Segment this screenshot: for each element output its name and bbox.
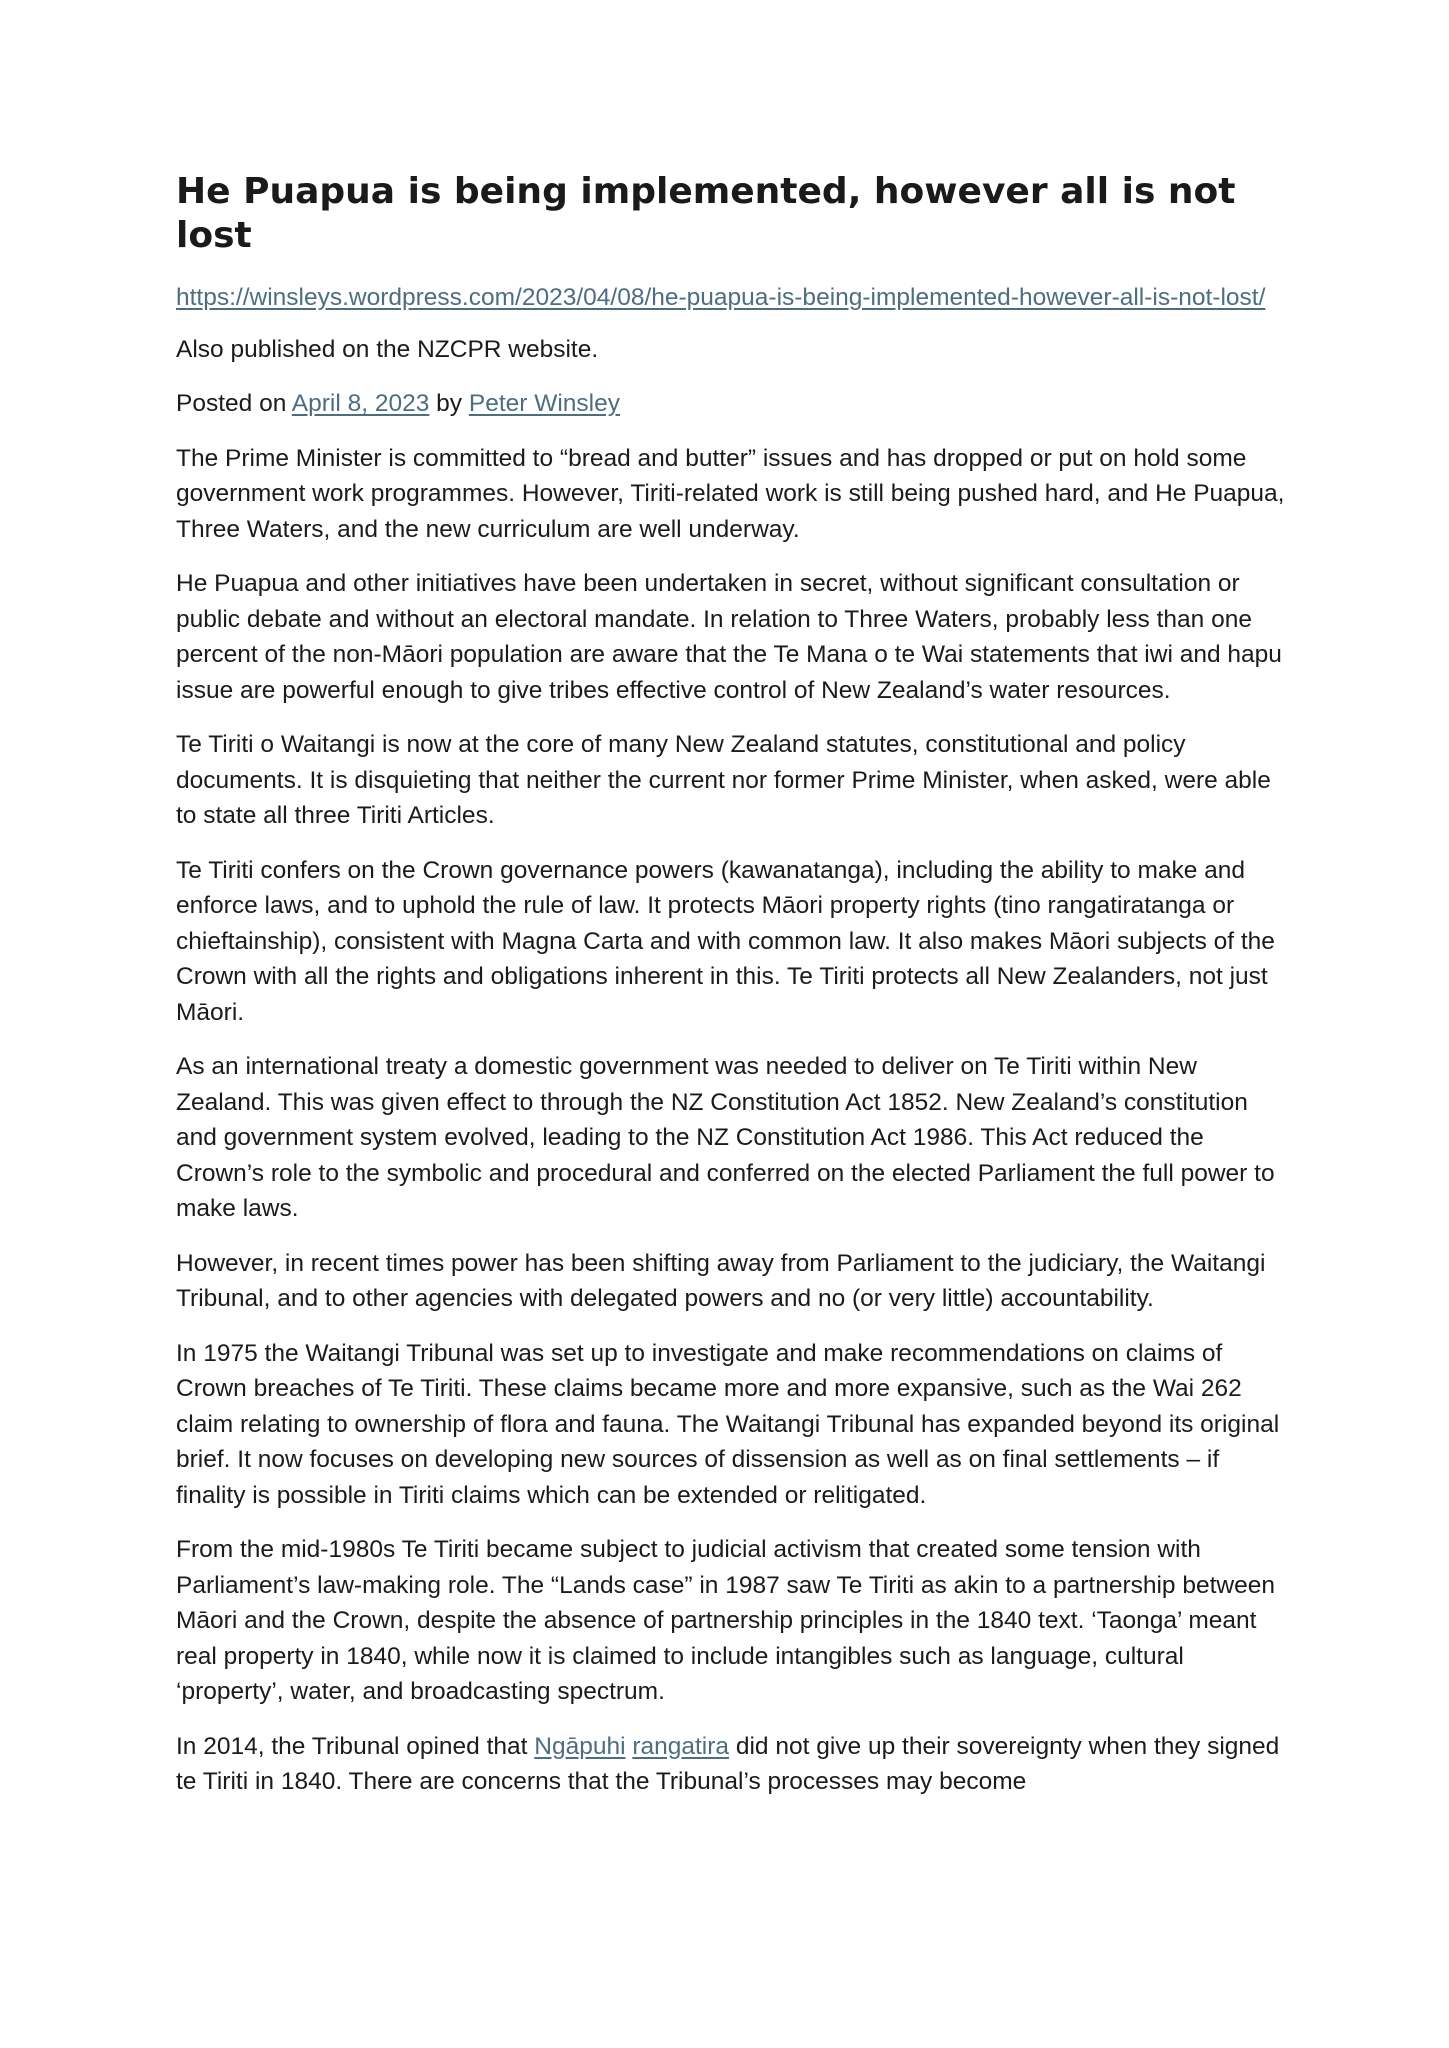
last-paragraph-prefix: In 2014, the Tribunal opined that [176, 1732, 535, 1760]
body-paragraph: From the mid-1980s Te Tiriti became subject to judicial activism that created some tension with Parliament’s law-making role. The “Lands case” in 1987 saw Te Tiriti as akin to a partnership between Māori and the Crown, despite the absence of partnership principles in the 1840 text. ‘Taonga’ meant real property in 1840, while now it is claimed to include intangibles such as language, cultural ‘property’, water, and broadcasting spectrum. [176, 1536, 1275, 1705]
document-page [176, 170, 1288, 1819]
posted-line [176, 386, 1288, 422]
article-url-link[interactable]: https://winsleys.wordpress.com/2023/04/08/he-puapua-is-being-implemented-however-all-is-not-lost/ [176, 284, 1266, 311]
article-title: He Puapua is being implemented, however all is not lost [176, 171, 1236, 256]
also-published-text: Also published on the NZCPR website. [176, 335, 599, 363]
body-paragraph-last [176, 1729, 1288, 1800]
body-paragraph: Te Tiriti confers on the Crown governance powers (kawanatanga), including the ability to make and enforce laws, and to uphold the rule of law. It protects Māori property rights (tino rangatiratanga or chieftainship), consistent with Magna Carta and with common law. It also makes Māori subjects of the Crown with all the rights and obligations inherent in this. Te Tiriti protects all New Zealanders, not just Māori. [176, 856, 1275, 1026]
body-paragraph: However, in recent times power has been shifting away from Parliament to the judiciary, the Waitangi Tribunal, and to other agencies with delegated powers and no (or very little) accountability. [176, 1249, 1266, 1312]
body-paragraph: In 1975 the Waitangi Tribunal was set up to investigate and make recommendations on claims of Crown breaches of Te Tiriti. These claims became more and more expansive, such as the Wai 262 claim relating to ownership of flora and fauna. The Waitangi Tribunal has expanded beyond its original brief. It now focuses on developing new sources of dissension as well as on final settlements – if finality is possible in Tiriti claims which can be extended or relitigated. [176, 1339, 1280, 1509]
article-url-paragraph [176, 280, 1288, 316]
body-paragraph: The Prime Minister is committed to “bread and butter” issues and has dropped or put on hold some government work programmes. However, Tiriti-related work is still being pushed hard, and He Puapua, Three Waters, and the new curriculum are well underway. [176, 444, 1285, 543]
ngapuhi-link[interactable]: Ngāpuhi [534, 1732, 626, 1760]
author-link[interactable]: Peter Winsley [468, 390, 620, 417]
rangatira-link[interactable]: rangatira [632, 1732, 730, 1760]
body-paragraph: Te Tiriti o Waitangi is now at the core of many New Zealand statutes, constitutional and policy documents. It is disquieting that neither the current nor former Prime Minister, when asked, were able to state all three Tiriti Articles. [176, 731, 1271, 829]
body-paragraph: As an international treaty a domestic government was needed to deliver on Te Tiriti within New Zealand. This was given effect to through the NZ Constitution Act 1852. New Zealand’s constitution and government system evolved, leading to the NZ Constitution Act 1986. This Act reduced the Crown’s role to the symbolic and procedural and conferred on the elected Parliament the full power to make laws. [176, 1053, 1275, 1222]
posted-prefix: Posted on [176, 390, 292, 417]
posted-by-text: by [429, 390, 469, 417]
posted-date-link[interactable]: April 8, 2023 [291, 390, 430, 417]
body-paragraph: He Puapua and other initiatives have been undertaken in secret, without significant consultation or public debate and without an electoral mandate. In relation to Three Waters, probably less than one percent of the non-Māori population are aware that the Te Mana o te Wai statements that iwi and hapu issue are powerful enough to give tribes effective control of New Zealand’s water resources. [176, 570, 1282, 704]
last-paragraph-suffix: did not give up their sovereignty when they signed te Tiriti in 1840. There are concerns that the Tribunal’s processes may become [176, 1732, 1280, 1795]
